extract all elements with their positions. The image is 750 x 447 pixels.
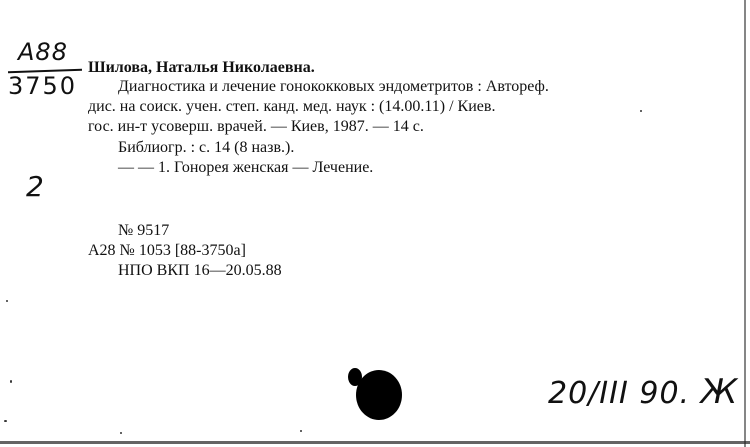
handwritten-initials: Ж bbox=[700, 372, 739, 412]
scan-speck bbox=[10, 380, 12, 383]
author-heading: Шилова, Наталья Николаевна. bbox=[88, 59, 315, 76]
scan-speck bbox=[4, 420, 7, 422]
description-line-3: гос. ин-т усоверш. врачей. — Киев, 1987. — 14 с. bbox=[88, 118, 424, 135]
card-bottom-edge bbox=[0, 441, 750, 444]
shelf-mark-top: A88 bbox=[18, 38, 68, 66]
ink-blot bbox=[356, 370, 402, 420]
title-line: Диагностика и лечение гонококковых эндометритов : Автореф. bbox=[118, 78, 549, 95]
shelf-mark-bottom: 3750 bbox=[8, 72, 78, 100]
accession-number: А28 № 1053 [88-3750а] bbox=[88, 242, 246, 259]
card-right-edge bbox=[744, 0, 746, 447]
subject-headings: — — 1. Гонорея женская — Лечение. bbox=[118, 159, 374, 176]
handwritten-date bbox=[548, 372, 738, 412]
printing-info: НПО ВКП 16—20.05.88 bbox=[118, 262, 282, 279]
scan-speck bbox=[120, 432, 122, 434]
scan-speck bbox=[640, 110, 642, 112]
scan-speck bbox=[6, 300, 8, 302]
record-number: № 9517 bbox=[118, 222, 170, 239]
copies-mark: 2 bbox=[26, 170, 44, 203]
description-line-2: дис. на соиск. учен. степ. канд. мед. наук : (14.00.11) / Киев. bbox=[88, 98, 496, 115]
bibliography-note: Библиогр. : с. 14 (8 назв.). bbox=[118, 139, 295, 156]
handwritten-date-text: 20/III 90. bbox=[548, 376, 691, 411]
scan-speck bbox=[300, 430, 302, 432]
